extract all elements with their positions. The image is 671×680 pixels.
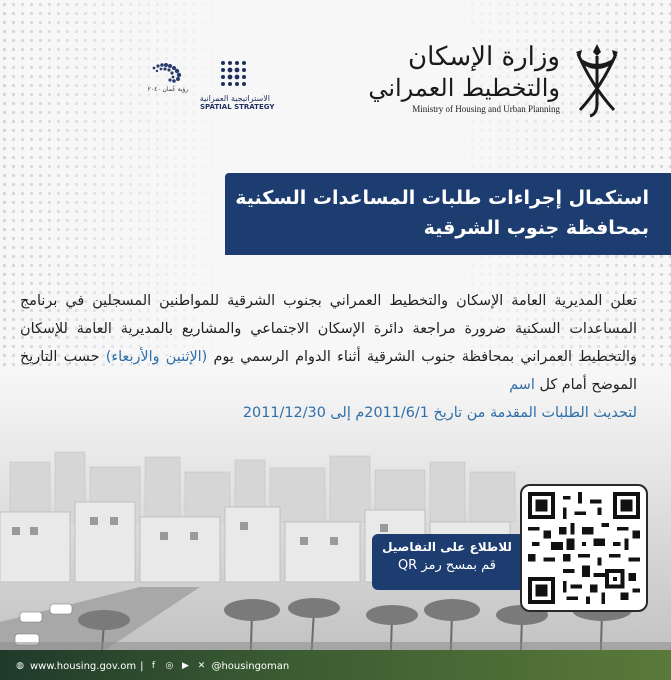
twitter-icon[interactable]: ✕ <box>197 661 206 671</box>
spatial-strategy-logo <box>199 58 275 111</box>
title-line-1: استكمال إجراءات طلبات المساعدات السكنية <box>235 187 649 209</box>
oman-emblem-icon <box>568 40 626 118</box>
facebook-icon[interactable]: f <box>151 661 156 671</box>
qr-label <box>372 534 522 590</box>
announcement-date-range: لتحديث الطلبات المقدمة من تاريخ 2011/6/1م إلى 2011/12/30 <box>242 405 637 421</box>
spatial-strategy-english: SPATIAL STRATEGY <box>200 103 275 111</box>
qr-code[interactable] <box>520 484 648 612</box>
announcement-part-1: تعلن المديرية العامة الإسكان والتخطيط العمراني بجنوب الشرقية للمواطنين المسجلين في برنامج المساعدات السكنية ضرورة مراجعة دائرة الإسكان الاجتماعي والمشاريع بالمديرية العامة للإسكان والتخطيط العمراني بمحافظة جنوب الشرقية أثناء الدوام الرسمي يوم <box>20 293 637 365</box>
ministry-name-arabic-line2: والتخطيط العمراني <box>368 74 560 102</box>
footer-contact <box>14 658 289 674</box>
footer-separator: | <box>140 660 144 672</box>
website-link[interactable]: www.housing.gov.om <box>30 660 137 672</box>
title-banner <box>225 173 671 255</box>
globe-icon: ◍ <box>16 661 24 671</box>
title-line-2: بمحافظة جنوب الشرقية <box>423 217 649 239</box>
ministry-name-arabic-line1: وزارة الإسكان <box>408 42 560 72</box>
ministry-name-english: Ministry of Housing and Urban Planning <box>412 104 560 114</box>
instagram-icon[interactable]: ◎ <box>165 661 174 671</box>
dot-grid-logo-icon <box>218 58 252 88</box>
vision-logo <box>140 60 196 102</box>
announcement-name-word: اسم <box>509 377 535 393</box>
announcement-text <box>20 287 637 427</box>
qr-label-line2: قم بمسح رمز QR <box>397 558 497 573</box>
page-title <box>229 183 649 243</box>
footer <box>0 650 671 680</box>
qr-label-line1: للاطلاع على التفاصيل <box>382 540 512 554</box>
vision-logo-text: رؤية عُمان ٢٠٤٠ <box>147 86 189 93</box>
spatial-strategy-arabic: الاستراتيجية العمرانية <box>199 94 270 103</box>
wave-logo-icon <box>140 60 196 86</box>
qr-code-icon <box>528 492 640 604</box>
announcement-days: (الإثنين والأربعاء) <box>105 349 208 365</box>
announcement-part-2: حسب التاريخ الموضح أمام كل <box>20 349 637 393</box>
youtube-icon[interactable]: ▶ <box>182 661 189 671</box>
social-handle[interactable]: @housingoman <box>211 660 290 672</box>
ministry-logo <box>368 40 626 120</box>
